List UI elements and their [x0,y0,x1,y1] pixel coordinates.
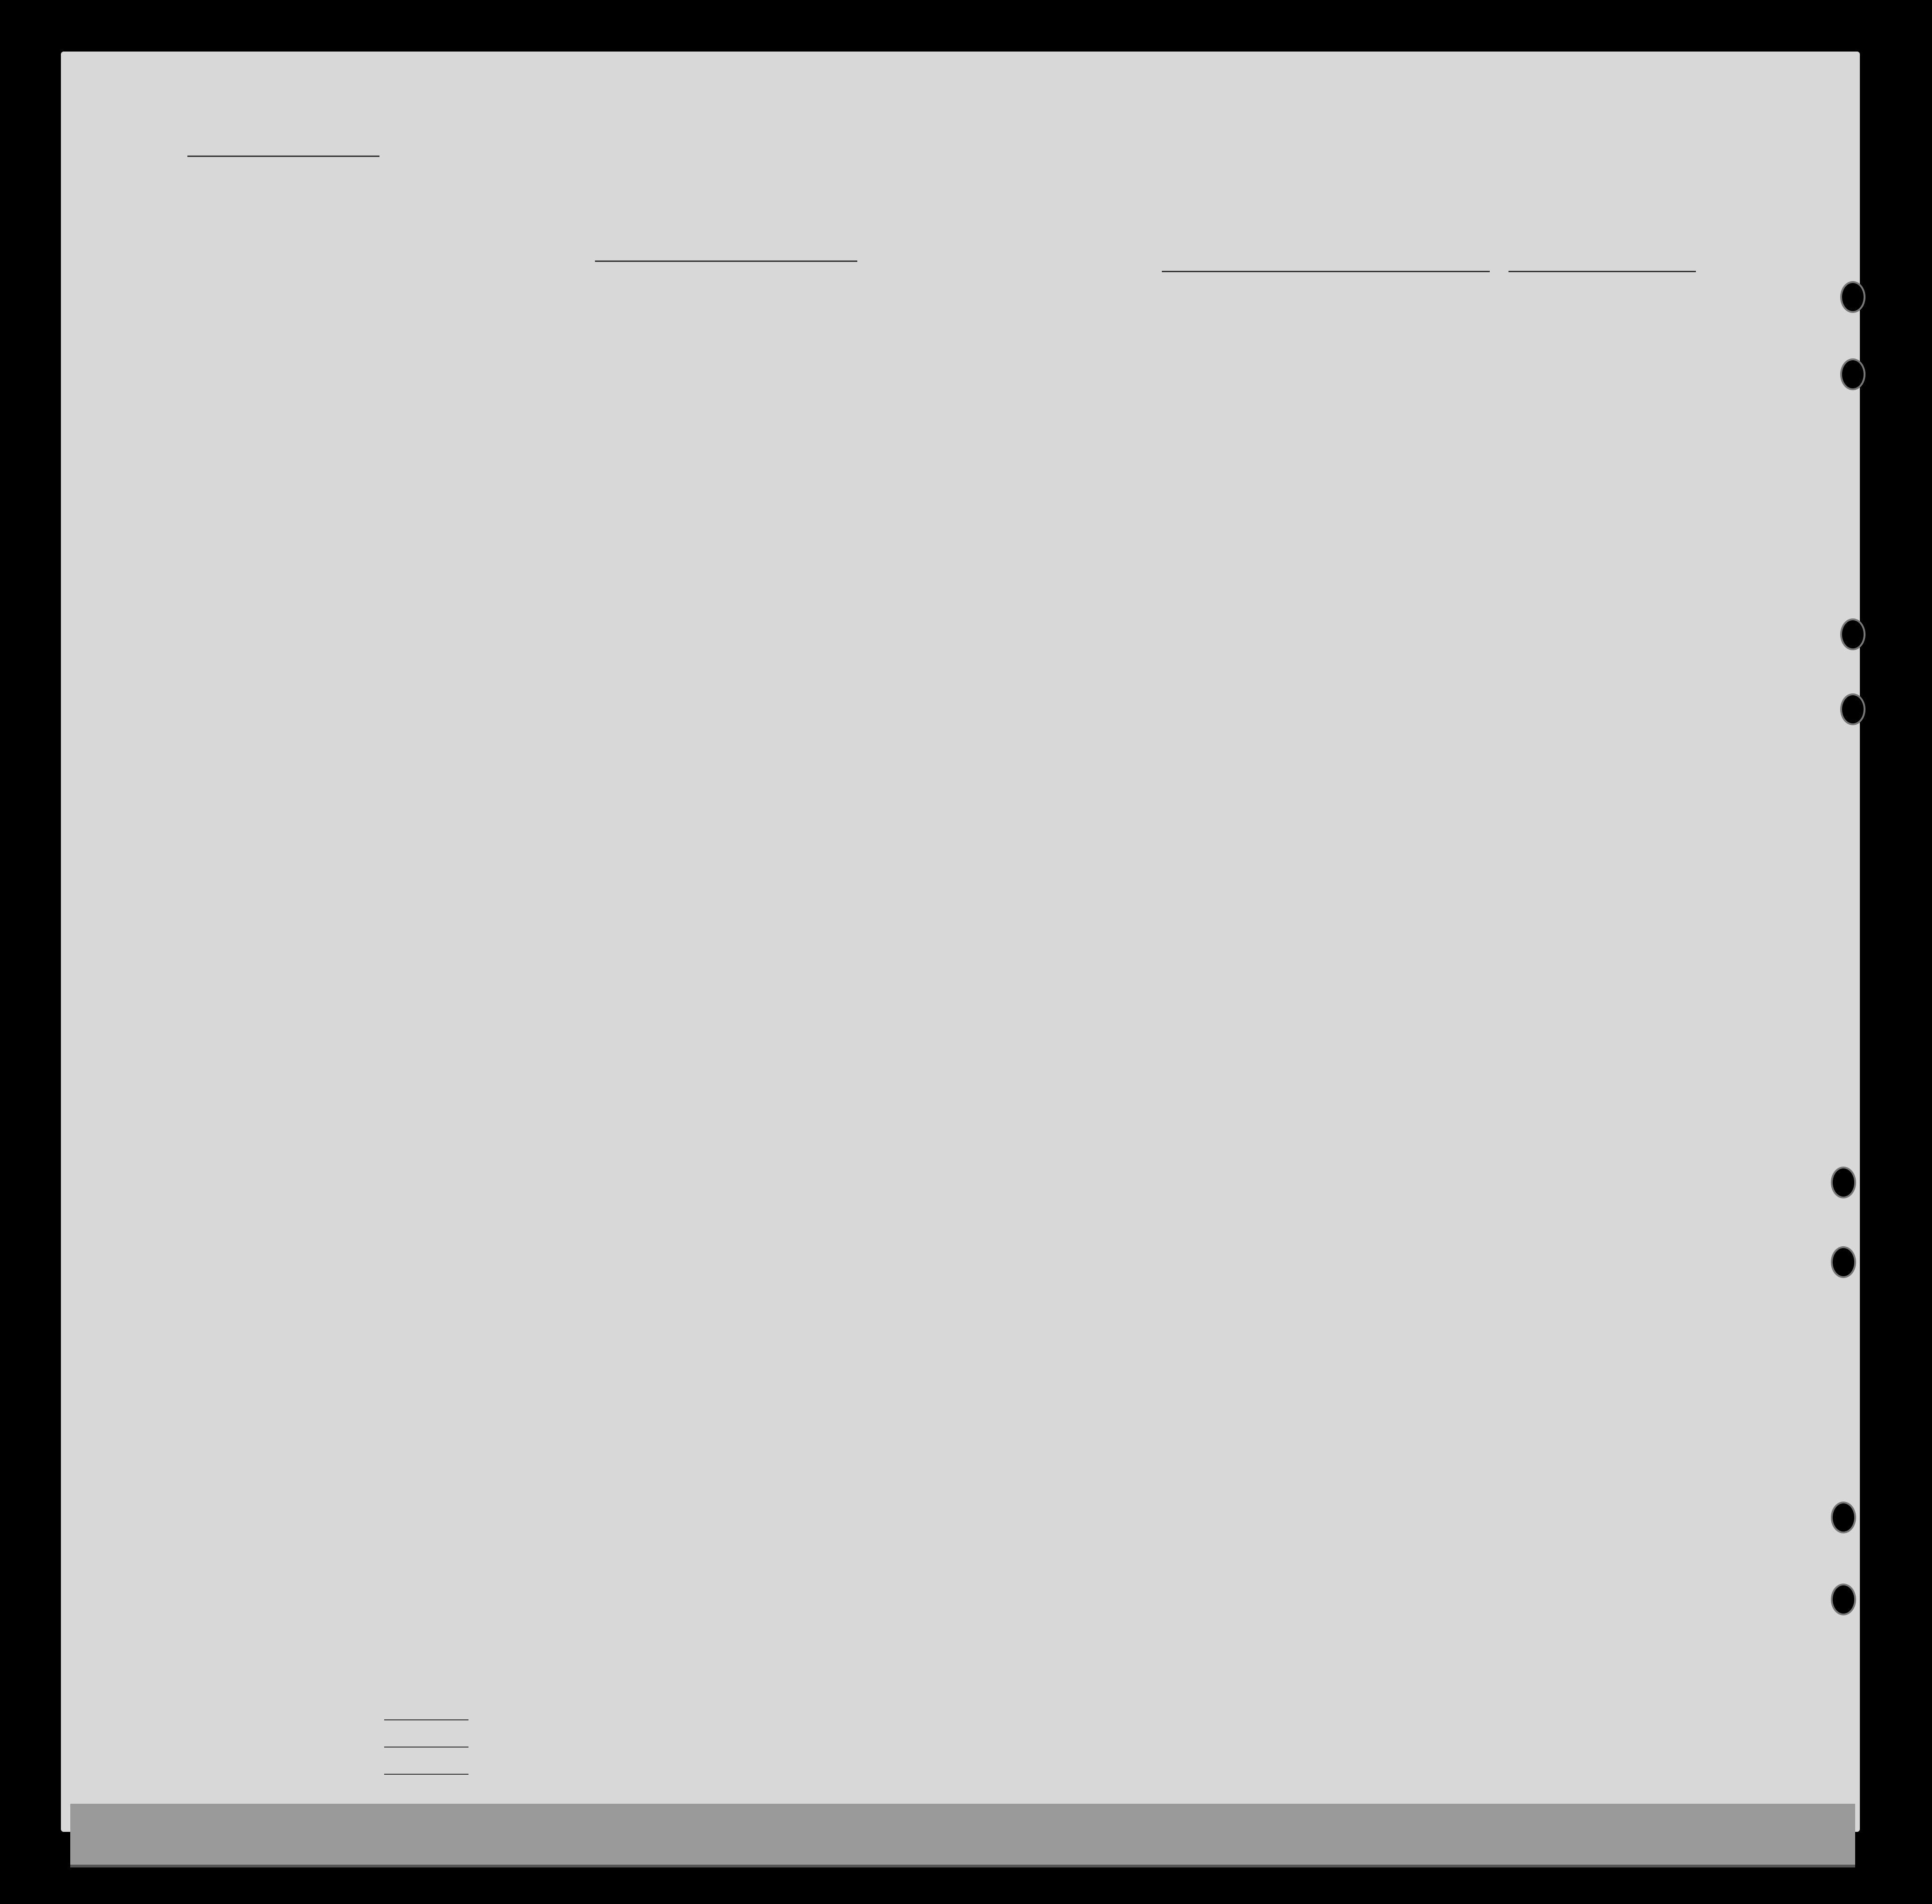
punch-hole [1831,1246,1856,1278]
list-underline [187,156,379,157]
punch-hole [1831,1502,1856,1533]
total-passengers-line [384,1719,468,1720]
punch-hole [1831,1584,1856,1615]
punch-hole [1840,618,1865,650]
punch-hole [1840,693,1865,725]
punch-hole [1831,1167,1856,1198]
port-underline [1162,271,1490,272]
ship-underline [595,260,857,262]
punch-hole [1840,281,1865,313]
punch-hole [1840,358,1865,390]
aliens-line [384,1774,468,1775]
us-citizens-line [384,1747,468,1748]
date-underline [1508,271,1696,272]
